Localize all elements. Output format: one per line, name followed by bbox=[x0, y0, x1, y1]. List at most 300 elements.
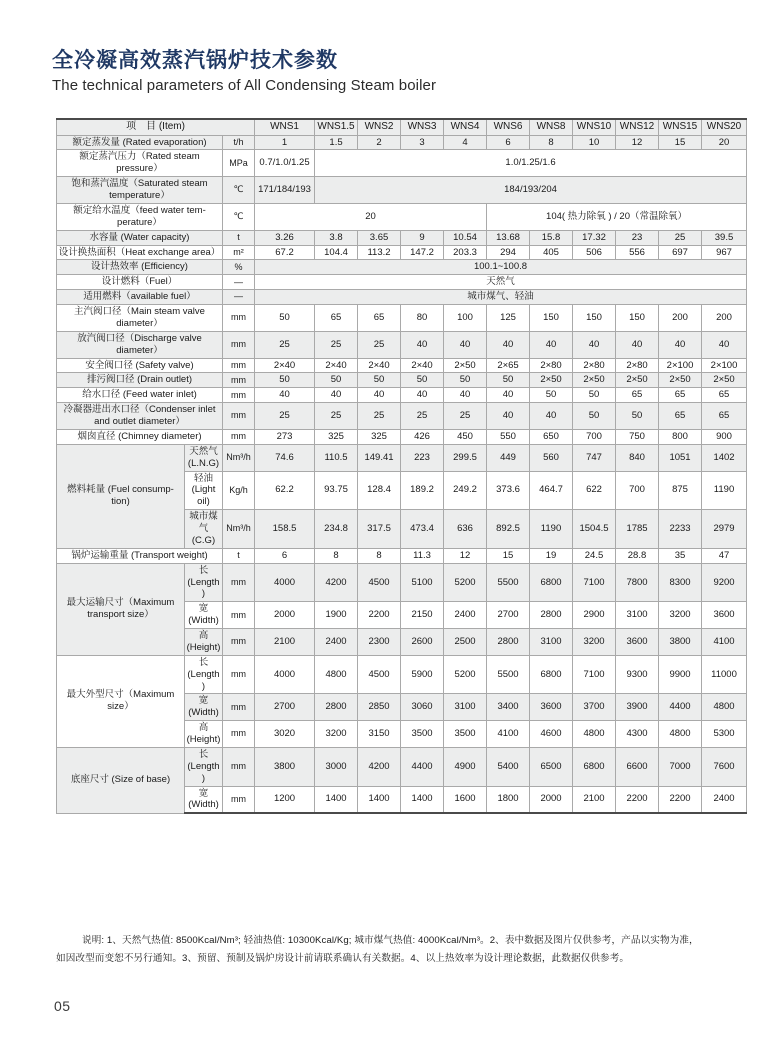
table-row bbox=[57, 655, 747, 694]
cell-heat-exchange-area-wns8: 405 bbox=[530, 245, 573, 260]
cell-safety-valve-wns10: 2×80 bbox=[573, 358, 616, 373]
row-unit-feed-water-temperature: ℃ bbox=[223, 203, 255, 230]
subrow-label-base-width: 宽 (Width) bbox=[185, 786, 223, 813]
row-unit-available-fuel: — bbox=[223, 290, 255, 305]
cell-transport-weight-wns12: 28.8 bbox=[616, 548, 659, 563]
cell-max-length-wns1.5: 4800 bbox=[315, 655, 358, 694]
spec-table-wrapper bbox=[56, 118, 742, 814]
header-item-label: 项 目 (Item) bbox=[57, 119, 255, 135]
row-label-transport-weight: 锅炉运输重量 (Transport weight) bbox=[57, 548, 223, 563]
subrow-unit-base-length: mm bbox=[223, 747, 255, 786]
subrow-label-base-length: 长 (Length) bbox=[185, 747, 223, 786]
cell-chimney-diameter-wns8: 650 bbox=[530, 429, 573, 444]
table-row bbox=[57, 331, 747, 358]
subrow-unit-lng: Nm³/h bbox=[223, 444, 255, 471]
cell-heat-exchange-area-wns3: 147.2 bbox=[401, 245, 444, 260]
cell-chimney-diameter-wns6: 550 bbox=[487, 429, 530, 444]
table-row bbox=[57, 230, 747, 245]
cell-transport-length-wns3: 5100 bbox=[401, 563, 444, 602]
cell-base-width-wns1: 1200 bbox=[255, 786, 315, 813]
cell-chimney-diameter-wns10: 700 bbox=[573, 429, 616, 444]
cell-transport-height-wns1.5: 2400 bbox=[315, 629, 358, 656]
cell-base-width-wns8: 2000 bbox=[530, 786, 573, 813]
row-label-discharge-valve: 放汽阀口径（Discharge valve diameter） bbox=[57, 331, 223, 358]
cell-max-height-wns1.5: 3200 bbox=[315, 721, 358, 748]
row-label-heat-exchange-area: 设计换热面积（Heat exchange area） bbox=[57, 245, 223, 260]
cell-safety-valve-wns15: 2×100 bbox=[659, 358, 702, 373]
cell-transport-weight-wns20: 47 bbox=[702, 548, 747, 563]
cell-transport-height-wns4: 2500 bbox=[444, 629, 487, 656]
cell-condenser-diameter-wns4: 25 bbox=[444, 403, 487, 430]
cell-discharge-valve-wns10: 40 bbox=[573, 331, 616, 358]
cell-transport-width-wns20: 3600 bbox=[702, 602, 747, 629]
cell-feed-water-inlet-wns2: 40 bbox=[358, 388, 401, 403]
cell-base-length-wns6: 5400 bbox=[487, 747, 530, 786]
cell-max-width-wns6: 3400 bbox=[487, 694, 530, 721]
cell-lng-wns12: 840 bbox=[616, 444, 659, 471]
cell-max-width-wns8: 3600 bbox=[530, 694, 573, 721]
cell-base-length-wns1: 3800 bbox=[255, 747, 315, 786]
header-model-wns15: WNS15 bbox=[659, 119, 702, 135]
cell-base-width-wns20: 2400 bbox=[702, 786, 747, 813]
table-row bbox=[57, 260, 747, 275]
row-label-saturated-steam-temperature: 饱和蒸汽温度（Saturated steam temperature） bbox=[57, 177, 223, 204]
row-label-condenser-diameter: 冷凝器进出水口径（Condenser inlet and outlet diameter） bbox=[57, 403, 223, 430]
cell-base-width-wns6: 1800 bbox=[487, 786, 530, 813]
row-label-design-fuel: 设计燃料（Fuel） bbox=[57, 275, 223, 290]
cell-base-length-wns8: 6500 bbox=[530, 747, 573, 786]
cell-water-capacity-wns12: 23 bbox=[616, 230, 659, 245]
cell-base-width-wns12: 2200 bbox=[616, 786, 659, 813]
row-unit-main-steam-valve: mm bbox=[223, 305, 255, 332]
cell-base-width-wns2: 1400 bbox=[358, 786, 401, 813]
row-unit-water-capacity: t bbox=[223, 230, 255, 245]
cell-safety-valve-wns4: 2×50 bbox=[444, 358, 487, 373]
cell-condenser-diameter-wns1.5: 25 bbox=[315, 403, 358, 430]
cell-feed-water-temperature-left: 20 bbox=[255, 203, 487, 230]
cell-max-width-wns3: 3060 bbox=[401, 694, 444, 721]
cell-light-oil-wns1: 62.2 bbox=[255, 471, 315, 510]
cell-city-gas-wns15: 2233 bbox=[659, 510, 702, 549]
cell-max-width-wns4: 3100 bbox=[444, 694, 487, 721]
subrow-unit-light-oil: Kg/h bbox=[223, 471, 255, 510]
cell-lng-wns10: 747 bbox=[573, 444, 616, 471]
cell-drain-outlet-wns1.5: 50 bbox=[315, 373, 358, 388]
header-model-wns1.5: WNS1.5 bbox=[315, 119, 358, 135]
cell-safety-valve-wns2: 2×40 bbox=[358, 358, 401, 373]
cell-max-length-wns8: 6800 bbox=[530, 655, 573, 694]
cell-discharge-valve-wns3: 40 bbox=[401, 331, 444, 358]
cell-main-steam-valve-wns4: 100 bbox=[444, 305, 487, 332]
cell-city-gas-wns3: 473.4 bbox=[401, 510, 444, 549]
cell-transport-width-wns1.5: 1900 bbox=[315, 602, 358, 629]
cell-chimney-diameter-wns2: 325 bbox=[358, 429, 401, 444]
cell-max-height-wns2: 3150 bbox=[358, 721, 401, 748]
cell-transport-height-wns1: 2100 bbox=[255, 629, 315, 656]
row-unit-saturated-steam-temperature: ℃ bbox=[223, 177, 255, 204]
table-row bbox=[57, 747, 747, 786]
cell-saturated-steam-temperature-wns1: 171/184/193 bbox=[255, 177, 315, 204]
row-unit-discharge-valve: mm bbox=[223, 331, 255, 358]
cell-transport-weight-wns4: 12 bbox=[444, 548, 487, 563]
subrow-label-max-width: 宽 (Width) bbox=[185, 694, 223, 721]
cell-base-width-wns1.5: 1400 bbox=[315, 786, 358, 813]
cell-light-oil-wns10: 622 bbox=[573, 471, 616, 510]
cell-condenser-diameter-wns20: 65 bbox=[702, 403, 747, 430]
cell-chimney-diameter-wns20: 900 bbox=[702, 429, 747, 444]
cell-heat-exchange-area-wns1: 67.2 bbox=[255, 245, 315, 260]
page-title-chinese: 全冷凝高效蒸汽锅炉技术参数 bbox=[52, 49, 338, 72]
header-model-wns10: WNS10 bbox=[573, 119, 616, 135]
cell-rated-steam-pressure-wns1: 0.7/1.0/1.25 bbox=[255, 150, 315, 177]
cell-drain-outlet-wns8: 2×50 bbox=[530, 373, 573, 388]
subrow-unit-max-length: mm bbox=[223, 655, 255, 694]
cell-main-steam-valve-wns1.5: 65 bbox=[315, 305, 358, 332]
cell-base-width-wns10: 2100 bbox=[573, 786, 616, 813]
subrow-unit-transport-length: mm bbox=[223, 563, 255, 602]
cell-transport-length-wns15: 8300 bbox=[659, 563, 702, 602]
cell-rated-evaporation-wns6: 6 bbox=[487, 135, 530, 150]
cell-transport-height-wns2: 2300 bbox=[358, 629, 401, 656]
subrow-label-city-gas: 城市煤气 (C.G) bbox=[185, 510, 223, 549]
cell-transport-width-wns4: 2400 bbox=[444, 602, 487, 629]
page-number: 05 bbox=[54, 998, 71, 1014]
cell-base-length-wns4: 4900 bbox=[444, 747, 487, 786]
cell-heat-exchange-area-wns20: 967 bbox=[702, 245, 747, 260]
cell-transport-weight-wns6: 15 bbox=[487, 548, 530, 563]
cell-max-height-wns1: 3020 bbox=[255, 721, 315, 748]
cell-safety-valve-wns8: 2×80 bbox=[530, 358, 573, 373]
cell-transport-width-wns10: 2900 bbox=[573, 602, 616, 629]
cell-max-height-wns8: 4600 bbox=[530, 721, 573, 748]
subrow-unit-max-height: mm bbox=[223, 721, 255, 748]
subrow-unit-base-width: mm bbox=[223, 786, 255, 813]
row-unit-efficiency: % bbox=[223, 260, 255, 275]
cell-max-width-wns1.5: 2800 bbox=[315, 694, 358, 721]
cell-main-steam-valve-wns20: 200 bbox=[702, 305, 747, 332]
cell-transport-length-wns8: 6800 bbox=[530, 563, 573, 602]
cell-safety-valve-wns3: 2×40 bbox=[401, 358, 444, 373]
cell-lng-wns2: 149.41 bbox=[358, 444, 401, 471]
group-label-max-size: 最大外型尺寸（Maximum size） bbox=[57, 655, 185, 747]
cell-lng-wns3: 223 bbox=[401, 444, 444, 471]
cell-city-gas-wns20: 2979 bbox=[702, 510, 747, 549]
cell-heat-exchange-area-wns4: 203.3 bbox=[444, 245, 487, 260]
cell-light-oil-wns3: 189.2 bbox=[401, 471, 444, 510]
cell-condenser-diameter-wns12: 50 bbox=[616, 403, 659, 430]
cell-condenser-diameter-wns15: 65 bbox=[659, 403, 702, 430]
cell-heat-exchange-area-wns2: 113.2 bbox=[358, 245, 401, 260]
cell-light-oil-wns15: 875 bbox=[659, 471, 702, 510]
cell-feed-water-inlet-wns12: 65 bbox=[616, 388, 659, 403]
cell-city-gas-wns2: 317.5 bbox=[358, 510, 401, 549]
cell-transport-length-wns1.5: 4200 bbox=[315, 563, 358, 602]
cell-lng-wns4: 299.5 bbox=[444, 444, 487, 471]
cell-max-length-wns15: 9900 bbox=[659, 655, 702, 694]
cell-max-length-wns12: 9300 bbox=[616, 655, 659, 694]
cell-city-gas-wns8: 1190 bbox=[530, 510, 573, 549]
cell-max-width-wns1: 2700 bbox=[255, 694, 315, 721]
cell-light-oil-wns4: 249.2 bbox=[444, 471, 487, 510]
cell-drain-outlet-wns20: 2×50 bbox=[702, 373, 747, 388]
cell-rated-evaporation-wns1: 1 bbox=[255, 135, 315, 150]
cell-chimney-diameter-wns3: 426 bbox=[401, 429, 444, 444]
cell-feed-water-inlet-wns8: 50 bbox=[530, 388, 573, 403]
header-model-wns6: WNS6 bbox=[487, 119, 530, 135]
table-row bbox=[57, 444, 747, 471]
cell-transport-width-wns2: 2200 bbox=[358, 602, 401, 629]
table-row bbox=[57, 373, 747, 388]
table-row bbox=[57, 563, 747, 602]
cell-transport-width-wns3: 2150 bbox=[401, 602, 444, 629]
cell-lng-wns1: 74.6 bbox=[255, 444, 315, 471]
footnote-line-2: 如因改型而变恕不另行通知。3、预留、预制及锅炉房设计前请联系确认有关数据。4、以上热效率为设计理论数据，此数据仅供参考。 bbox=[56, 952, 630, 964]
cell-transport-length-wns20: 9200 bbox=[702, 563, 747, 602]
cell-city-gas-wns1: 158.5 bbox=[255, 510, 315, 549]
cell-discharge-valve-wns20: 40 bbox=[702, 331, 747, 358]
cell-transport-weight-wns2: 8 bbox=[358, 548, 401, 563]
cell-transport-height-wns3: 2600 bbox=[401, 629, 444, 656]
cell-city-gas-wns10: 1504.5 bbox=[573, 510, 616, 549]
cell-transport-weight-wns1: 6 bbox=[255, 548, 315, 563]
cell-transport-length-wns12: 7800 bbox=[616, 563, 659, 602]
subrow-unit-transport-height: mm bbox=[223, 629, 255, 656]
cell-transport-weight-wns3: 11.3 bbox=[401, 548, 444, 563]
table-row bbox=[57, 358, 747, 373]
cell-drain-outlet-wns15: 2×50 bbox=[659, 373, 702, 388]
table-row bbox=[57, 429, 747, 444]
cell-city-gas-wns4: 636 bbox=[444, 510, 487, 549]
table-row bbox=[57, 548, 747, 563]
cell-transport-width-wns12: 3100 bbox=[616, 602, 659, 629]
row-label-chimney-diameter: 烟囱直径 (Chimney diameter) bbox=[57, 429, 223, 444]
row-label-efficiency: 设计热效率 (Efficiency) bbox=[57, 260, 223, 275]
group-label-max-transport-size: 最大运输尺寸（Maximum transport size） bbox=[57, 563, 185, 655]
table-row bbox=[57, 203, 747, 230]
cell-transport-height-wns6: 2800 bbox=[487, 629, 530, 656]
header-model-wns8: WNS8 bbox=[530, 119, 573, 135]
cell-rated-evaporation-wns8: 8 bbox=[530, 135, 573, 150]
table-row bbox=[57, 135, 747, 150]
cell-transport-width-wns15: 3200 bbox=[659, 602, 702, 629]
cell-condenser-diameter-wns3: 25 bbox=[401, 403, 444, 430]
cell-transport-length-wns10: 7100 bbox=[573, 563, 616, 602]
subrow-label-lng: 天然气 (L.N.G) bbox=[185, 444, 223, 471]
row-unit-design-fuel: — bbox=[223, 275, 255, 290]
cell-chimney-diameter-wns12: 750 bbox=[616, 429, 659, 444]
row-unit-rated-evaporation: t/h bbox=[223, 135, 255, 150]
cell-light-oil-wns12: 700 bbox=[616, 471, 659, 510]
row-label-available-fuel: 适用燃料（available fuel） bbox=[57, 290, 223, 305]
cell-base-width-wns15: 2200 bbox=[659, 786, 702, 813]
cell-light-oil-wns8: 464.7 bbox=[530, 471, 573, 510]
cell-rated-evaporation-wns1.5: 1.5 bbox=[315, 135, 358, 150]
cell-transport-weight-wns8: 19 bbox=[530, 548, 573, 563]
cell-transport-weight-wns15: 35 bbox=[659, 548, 702, 563]
cell-discharge-valve-wns8: 40 bbox=[530, 331, 573, 358]
cell-base-width-wns3: 1400 bbox=[401, 786, 444, 813]
cell-transport-width-wns6: 2700 bbox=[487, 602, 530, 629]
cell-drain-outlet-wns2: 50 bbox=[358, 373, 401, 388]
row-unit-drain-outlet: mm bbox=[223, 373, 255, 388]
cell-lng-wns1.5: 110.5 bbox=[315, 444, 358, 471]
cell-feed-water-inlet-wns10: 50 bbox=[573, 388, 616, 403]
row-label-safety-valve: 安全阀口径 (Safety valve) bbox=[57, 358, 223, 373]
subrow-unit-city-gas: Nm³/h bbox=[223, 510, 255, 549]
cell-heat-exchange-area-wns6: 294 bbox=[487, 245, 530, 260]
cell-discharge-valve-wns6: 40 bbox=[487, 331, 530, 358]
cell-saturated-steam-temperature-rest: 184/193/204 bbox=[315, 177, 747, 204]
cell-condenser-diameter-wns8: 40 bbox=[530, 403, 573, 430]
cell-transport-width-wns8: 2800 bbox=[530, 602, 573, 629]
cell-base-length-wns12: 6600 bbox=[616, 747, 659, 786]
cell-city-gas-wns12: 1785 bbox=[616, 510, 659, 549]
cell-feed-water-inlet-wns1.5: 40 bbox=[315, 388, 358, 403]
cell-main-steam-valve-wns10: 150 bbox=[573, 305, 616, 332]
cell-lng-wns20: 1402 bbox=[702, 444, 747, 471]
cell-lng-wns6: 449 bbox=[487, 444, 530, 471]
cell-drain-outlet-wns3: 50 bbox=[401, 373, 444, 388]
table-row bbox=[57, 388, 747, 403]
cell-condenser-diameter-wns10: 50 bbox=[573, 403, 616, 430]
cell-condenser-diameter-wns2: 25 bbox=[358, 403, 401, 430]
cell-discharge-valve-wns15: 40 bbox=[659, 331, 702, 358]
table-row bbox=[57, 275, 747, 290]
header-model-wns3: WNS3 bbox=[401, 119, 444, 135]
cell-heat-exchange-area-wns12: 556 bbox=[616, 245, 659, 260]
cell-max-width-wns2: 2850 bbox=[358, 694, 401, 721]
header-model-wns2: WNS2 bbox=[358, 119, 401, 135]
cell-water-capacity-wns15: 25 bbox=[659, 230, 702, 245]
cell-water-capacity-wns1.5: 3.8 bbox=[315, 230, 358, 245]
cell-condenser-diameter-wns6: 40 bbox=[487, 403, 530, 430]
cell-max-height-wns15: 4800 bbox=[659, 721, 702, 748]
cell-city-gas-wns1.5: 234.8 bbox=[315, 510, 358, 549]
cell-safety-valve-wns6: 2×65 bbox=[487, 358, 530, 373]
page-title-english: The technical parameters of All Condensing Steam boiler bbox=[52, 77, 437, 95]
cell-base-width-wns4: 1600 bbox=[444, 786, 487, 813]
cell-city-gas-wns6: 892.5 bbox=[487, 510, 530, 549]
cell-main-steam-valve-wns15: 200 bbox=[659, 305, 702, 332]
cell-rated-evaporation-wns20: 20 bbox=[702, 135, 747, 150]
footnote-line-1: 说明: 1、天然气热值: 8500Kcal/Nm³; 轻油热值: 10300Kcal/Kg; 城市煤气热值: 4000Kcal/Nm³。2、表中数据及图片仅供参考，产品以实物为准， bbox=[82, 935, 699, 946]
row-unit-chimney-diameter: mm bbox=[223, 429, 255, 444]
group-label-base-size: 底座尺寸 (Size of base) bbox=[57, 747, 185, 813]
cell-discharge-valve-wns1.5: 25 bbox=[315, 331, 358, 358]
table-row bbox=[57, 305, 747, 332]
cell-heat-exchange-area-wns1.5: 104.4 bbox=[315, 245, 358, 260]
cell-water-capacity-wns3: 9 bbox=[401, 230, 444, 245]
cell-max-length-wns3: 5900 bbox=[401, 655, 444, 694]
cell-rated-evaporation-wns4: 4 bbox=[444, 135, 487, 150]
cell-base-length-wns20: 7600 bbox=[702, 747, 747, 786]
cell-rated-steam-pressure-rest: 1.0/1.25/1.6 bbox=[315, 150, 747, 177]
cell-water-capacity-wns4: 10.54 bbox=[444, 230, 487, 245]
cell-water-capacity-wns1: 3.26 bbox=[255, 230, 315, 245]
subrow-label-max-height: 高 (Height) bbox=[185, 721, 223, 748]
cell-light-oil-wns20: 1190 bbox=[702, 471, 747, 510]
cell-main-steam-valve-wns6: 125 bbox=[487, 305, 530, 332]
cell-feed-water-inlet-wns3: 40 bbox=[401, 388, 444, 403]
cell-rated-evaporation-wns2: 2 bbox=[358, 135, 401, 150]
cell-drain-outlet-wns6: 50 bbox=[487, 373, 530, 388]
header-model-wns4: WNS4 bbox=[444, 119, 487, 135]
cell-safety-valve-wns12: 2×80 bbox=[616, 358, 659, 373]
subrow-label-max-length: 长 (Length) bbox=[185, 655, 223, 694]
row-label-feed-water-temperature: 额定给水温度（feed water tem-perature） bbox=[57, 203, 223, 230]
cell-transport-height-wns8: 3100 bbox=[530, 629, 573, 656]
cell-water-capacity-wns6: 13.68 bbox=[487, 230, 530, 245]
table-row bbox=[57, 177, 747, 204]
cell-feed-water-inlet-wns6: 40 bbox=[487, 388, 530, 403]
cell-max-length-wns2: 4500 bbox=[358, 655, 401, 694]
cell-heat-exchange-area-wns15: 697 bbox=[659, 245, 702, 260]
row-label-drain-outlet: 排污阀口径 (Drain outlet) bbox=[57, 373, 223, 388]
table-row bbox=[57, 290, 747, 305]
table-header-row bbox=[57, 119, 747, 135]
subrow-label-transport-width: 宽 (Width) bbox=[185, 602, 223, 629]
subrow-label-transport-length: 长 (Length) bbox=[185, 563, 223, 602]
cell-light-oil-wns2: 128.4 bbox=[358, 471, 401, 510]
subrow-unit-transport-width: mm bbox=[223, 602, 255, 629]
row-label-rated-steam-pressure: 额定蒸汽压力（Rated steam pressure） bbox=[57, 150, 223, 177]
cell-drain-outlet-wns4: 50 bbox=[444, 373, 487, 388]
cell-transport-length-wns4: 5200 bbox=[444, 563, 487, 602]
row-label-main-steam-valve: 主汽阀口径（Main steam valve diameter） bbox=[57, 305, 223, 332]
cell-max-length-wns4: 5200 bbox=[444, 655, 487, 694]
cell-max-length-wns6: 5500 bbox=[487, 655, 530, 694]
cell-rated-evaporation-wns15: 15 bbox=[659, 135, 702, 150]
row-unit-safety-valve: mm bbox=[223, 358, 255, 373]
cell-base-length-wns2: 4200 bbox=[358, 747, 401, 786]
cell-transport-width-wns1: 2000 bbox=[255, 602, 315, 629]
header-model-wns20: WNS20 bbox=[702, 119, 747, 135]
cell-feed-water-inlet-wns1: 40 bbox=[255, 388, 315, 403]
cell-design-fuel-all: 天然气 bbox=[255, 275, 747, 290]
table-row bbox=[57, 403, 747, 430]
cell-safety-valve-wns1: 2×40 bbox=[255, 358, 315, 373]
cell-transport-height-wns20: 4100 bbox=[702, 629, 747, 656]
cell-feed-water-inlet-wns15: 65 bbox=[659, 388, 702, 403]
cell-rated-evaporation-wns12: 12 bbox=[616, 135, 659, 150]
cell-transport-weight-wns1.5: 8 bbox=[315, 548, 358, 563]
cell-water-capacity-wns20: 39.5 bbox=[702, 230, 747, 245]
row-label-water-capacity: 水容量 (Water capacity) bbox=[57, 230, 223, 245]
row-unit-transport-weight: t bbox=[223, 548, 255, 563]
row-label-rated-evaporation: 额定蒸发量 (Rated evaporation) bbox=[57, 135, 223, 150]
cell-max-height-wns10: 4800 bbox=[573, 721, 616, 748]
header-model-wns1: WNS1 bbox=[255, 119, 315, 135]
subrow-label-light-oil: 轻油 (Light oil) bbox=[185, 471, 223, 510]
cell-heat-exchange-area-wns10: 506 bbox=[573, 245, 616, 260]
cell-chimney-diameter-wns15: 800 bbox=[659, 429, 702, 444]
cell-discharge-valve-wns12: 40 bbox=[616, 331, 659, 358]
cell-condenser-diameter-wns1: 25 bbox=[255, 403, 315, 430]
cell-base-length-wns1.5: 3000 bbox=[315, 747, 358, 786]
row-unit-condenser-diameter: mm bbox=[223, 403, 255, 430]
cell-discharge-valve-wns1: 25 bbox=[255, 331, 315, 358]
cell-drain-outlet-wns12: 2×50 bbox=[616, 373, 659, 388]
cell-discharge-valve-wns4: 40 bbox=[444, 331, 487, 358]
cell-drain-outlet-wns10: 2×50 bbox=[573, 373, 616, 388]
group-label-fuel-consumption: 燃料耗量 (Fuel consump-tion) bbox=[57, 444, 185, 548]
cell-main-steam-valve-wns3: 80 bbox=[401, 305, 444, 332]
table-row bbox=[57, 245, 747, 260]
cell-base-length-wns10: 6800 bbox=[573, 747, 616, 786]
cell-max-width-wns15: 4400 bbox=[659, 694, 702, 721]
row-unit-rated-steam-pressure: MPa bbox=[223, 150, 255, 177]
cell-transport-height-wns10: 3200 bbox=[573, 629, 616, 656]
